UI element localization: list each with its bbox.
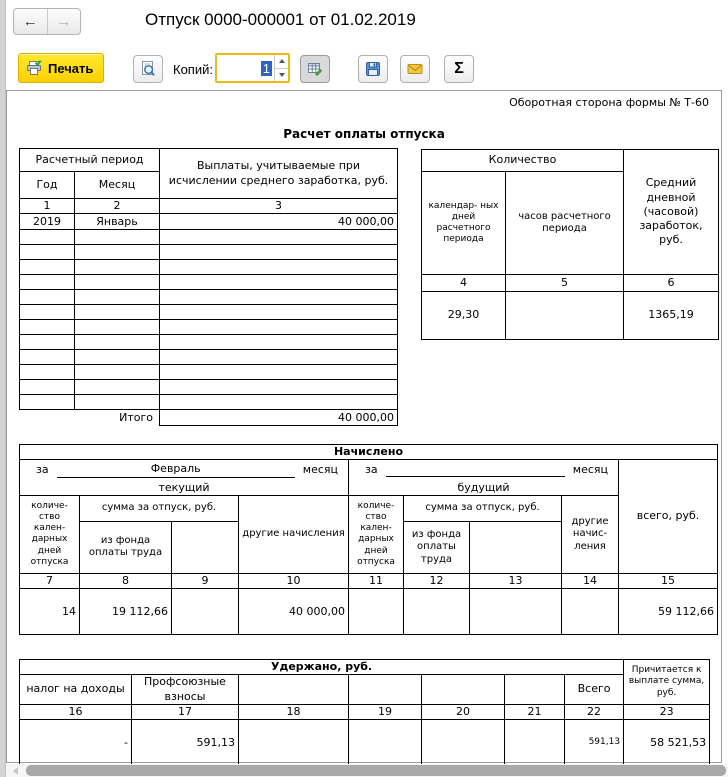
month-header-cell: Месяц	[75, 172, 160, 199]
payable-header-cell: Причитается к выплате сумма, руб.	[624, 660, 710, 705]
withheld-title-cell: Удержано, руб.	[20, 660, 624, 675]
copies-input[interactable]	[217, 55, 274, 81]
za-label: за	[365, 462, 378, 476]
income-tax-header-cell: налог на доходы	[20, 675, 132, 705]
copies-decrement-button[interactable]	[275, 69, 288, 82]
quantity-header-cell: Количество	[422, 150, 624, 172]
chevron-up-icon	[279, 59, 285, 63]
send-mail-button[interactable]	[400, 55, 430, 83]
accrued-data-row	[20, 589, 718, 635]
copies-spinner	[215, 53, 290, 83]
table-edit-icon	[307, 61, 323, 77]
table-settings-button[interactable]	[300, 55, 330, 83]
month-word: месяц	[572, 462, 608, 476]
total-column-header-cell: всего, руб.	[619, 460, 718, 574]
print-button-label: Печать	[48, 60, 94, 76]
other-accruals-header-cell: другие начис- ления	[562, 495, 619, 573]
accrued-total-value: 59 112,66	[619, 589, 718, 635]
printer-check-icon	[26, 60, 42, 76]
vacation-days-value: 14	[20, 589, 80, 635]
accrued-table	[19, 444, 718, 635]
column-number-row: 1 2 3	[20, 199, 398, 214]
quantity-data-row	[422, 292, 719, 340]
horizontal-scrollbar[interactable]	[6, 764, 728, 777]
month-word: месяц	[302, 463, 338, 477]
print-preview-document	[6, 90, 722, 763]
copies-label: Копий:	[173, 62, 213, 77]
save-icon	[365, 61, 381, 77]
copies-value: 1	[262, 60, 270, 76]
hours-header-cell: часов расчетного периода	[506, 172, 624, 275]
payable-value: 58 521,53	[624, 720, 710, 766]
save-button[interactable]	[358, 55, 388, 83]
withheld-table	[19, 659, 710, 766]
empty-row	[20, 380, 398, 395]
vacation-days-header-cell: количе- ство кален- дарных дней отпуска	[20, 495, 80, 573]
amount-cell: 40 000,00	[160, 214, 398, 230]
column-number-row: 4 5 6	[422, 275, 719, 292]
scroll-left-button[interactable]	[8, 765, 23, 776]
year-cell: 2019	[20, 214, 75, 230]
empty-row	[20, 305, 398, 320]
withheld-total-header-cell: Всего	[565, 675, 624, 705]
withheld-data-row	[20, 720, 710, 766]
empty-row	[20, 275, 398, 290]
union-dues-header-cell: Профсоюзные взносы	[132, 675, 239, 705]
calc-data-row	[20, 214, 398, 230]
print-button[interactable]	[18, 53, 104, 83]
quantity-table	[421, 149, 719, 340]
empty-row	[20, 260, 398, 275]
vacation-sum-header-cell: сумма за отпуск, руб.	[404, 495, 562, 521]
triangle-left-icon	[13, 767, 18, 775]
chevron-down-icon	[279, 73, 285, 77]
calendar-days-header-cell: календар- ных дней расчетного периода	[422, 172, 506, 275]
za-label: за	[36, 463, 49, 477]
empty-row	[20, 365, 398, 380]
other-accruals-value: 40 000,00	[239, 589, 349, 635]
empty-row	[20, 335, 398, 350]
payments-header-cell: Выплаты, учитываемые при исчислении среднего заработка, руб.	[160, 149, 398, 199]
sum-button[interactable]	[444, 55, 474, 83]
union-dues-value: 591,13	[132, 720, 239, 766]
total-row	[20, 410, 398, 426]
empty-row	[20, 230, 398, 245]
withheld-total-value: 591,13	[565, 720, 624, 766]
preview-button[interactable]	[133, 55, 163, 83]
spinner-buttons	[274, 55, 288, 81]
calc-section-title: Расчет оплаты отпуска	[283, 127, 445, 141]
year-header-cell: Год	[20, 172, 75, 199]
calendar-days-value: 29,30	[422, 292, 506, 340]
column-number-row: 16 17 18 19 20 21 22 23	[20, 704, 710, 719]
accrued-title-cell: Начислено	[20, 445, 718, 460]
month-cell: Январь	[75, 214, 160, 230]
future-month-line-cell	[349, 460, 619, 481]
print-preview-icon	[140, 61, 156, 77]
column-number-row: 7 8 9 10 11 12 13 14 15	[20, 573, 718, 588]
total-label-cell: Итого	[119, 410, 154, 424]
hours-value	[506, 292, 624, 340]
payroll-fund-header-cell: из фонда оплаты труда	[404, 521, 470, 573]
arrow-left-icon: ←	[22, 13, 38, 30]
vacation-days-header-cell: количе- ство кален- дарных дней отпуска	[349, 495, 404, 573]
sigma-icon: Σ	[454, 60, 464, 77]
empty-row	[20, 245, 398, 260]
total-value-cell: 40 000,00	[160, 410, 398, 426]
back-button[interactable]	[14, 9, 48, 34]
page-title: Отпуск 0000-000001 от 01.02.2019	[145, 10, 416, 29]
copies-increment-button[interactable]	[275, 55, 288, 69]
other-accruals-header-cell: другие начисления	[239, 495, 349, 573]
arrow-right-icon: →	[56, 13, 72, 30]
empty-row	[20, 290, 398, 305]
forward-button[interactable]	[48, 9, 81, 34]
empty-row	[20, 320, 398, 335]
avg-earnings-value: 1365,19	[624, 292, 719, 340]
period-header-cell: Расчетный период	[20, 149, 160, 172]
future-month-value	[386, 476, 565, 477]
vacation-sum-header-cell: сумма за отпуск, руб.	[80, 495, 239, 521]
current-label-cell: текущий	[20, 481, 349, 496]
payroll-fund-value: 19 112,66	[80, 589, 172, 635]
history-nav-group	[13, 8, 81, 35]
empty-row	[20, 395, 398, 410]
form-corner-note: Оборотная сторона формы № Т-60	[509, 96, 709, 109]
payroll-fund-header-cell: из фонда оплаты труда	[80, 521, 172, 573]
calc-period-table	[19, 148, 398, 426]
avg-earnings-header-cell: Средний дневной (часовой) заработок, руб.	[624, 150, 719, 275]
empty-row	[20, 350, 398, 365]
current-month-line-cell	[20, 460, 349, 481]
current-month-value: Февраль	[57, 462, 295, 477]
mail-icon	[407, 61, 423, 77]
future-label-cell: будущий	[349, 481, 619, 496]
scrollbar-thumb[interactable]	[26, 765, 726, 776]
income-tax-value: -	[20, 720, 132, 766]
